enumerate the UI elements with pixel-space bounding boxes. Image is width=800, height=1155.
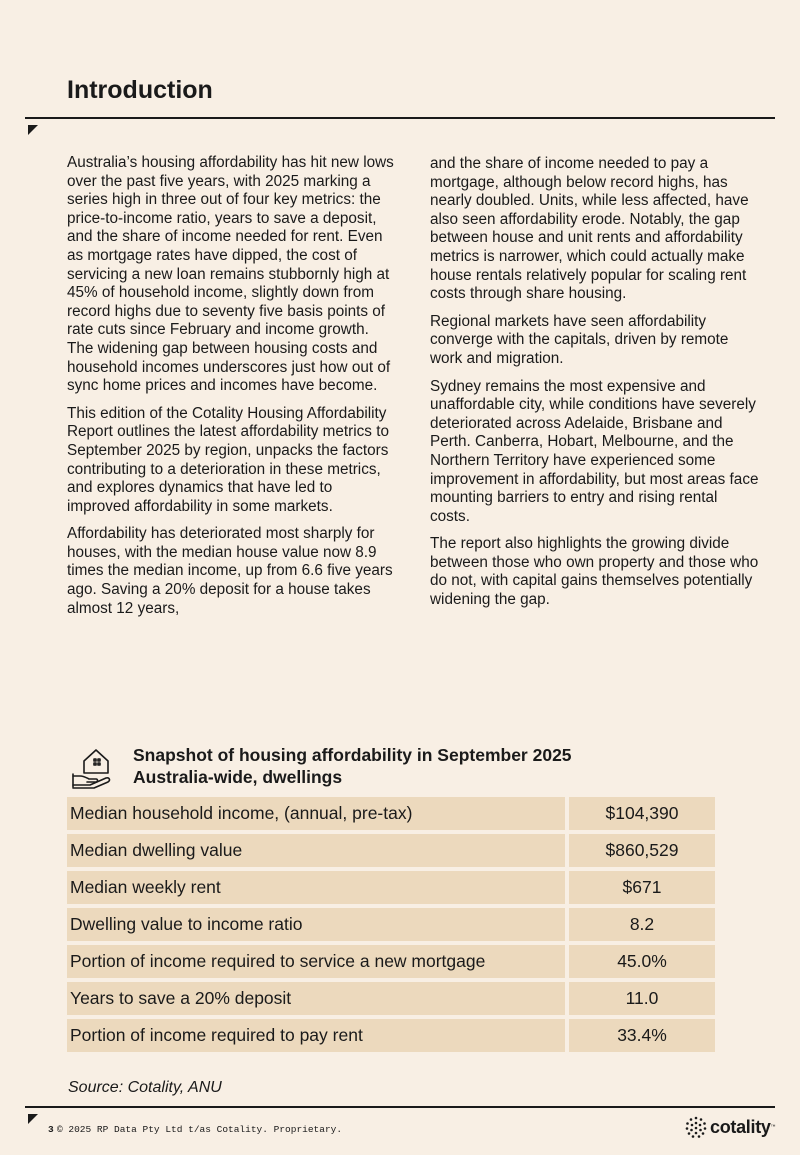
paragraph: and the share of income needed to pay a mortgage, although below record highs, has nearly doubled. Units, while less affected, have also seen affordability erode. Notably, the gap between house and unit rents and affordability metrics is narrower, which could actually make house rentals relatively popular for scaling rent costs through share housing. (430, 155, 749, 303)
metric-label: Median household income, (annual, pre-tax) (67, 797, 565, 830)
table-row (67, 982, 715, 1015)
metric-value: $860,529 (569, 834, 715, 867)
table-row (67, 797, 715, 830)
source-note: Source: Cotality, ANU (68, 1079, 222, 1096)
logo-trademark: ™ (770, 1124, 776, 1130)
body-column-left (67, 154, 397, 627)
dotted-globe-icon (684, 1115, 708, 1139)
metric-label: Portion of income required to service a new mortgage (67, 945, 565, 978)
snapshot-title-line1: Snapshot of housing affordability in September 2025 (133, 745, 572, 765)
paragraph: Regional markets have seen affordability converge with the capitals, driven by remote work and migration. (430, 312, 729, 367)
table-row (67, 908, 715, 941)
metric-label: Median weekly rent (67, 871, 565, 904)
paragraph: Sydney remains the most expensive and unaffordable city, while conditions have severely deteriorated across Adelaide, Brisbane and Perth. Canberra, Hobart, Melbourne, and the Northern Territory have experienced some improvement in affordability, but most areas face mounting barriers to entry and rising rental costs. (430, 377, 759, 525)
metric-value: 45.0% (569, 945, 715, 978)
footer-triangle-marker (28, 1114, 38, 1124)
body-column-right (430, 155, 760, 619)
paragraph: This edition of the Cotality Housing Affordability Report outlines the latest affordability metrics to September 2025 by region, unpacks the factors contributing to a deterioration in these metrics, and explores dynamics that have led to improved affordability in some markets. (67, 404, 389, 515)
paragraph: Affordability has deteriorated most sharply for houses, with the median house value now 8.9 times the median income, up from 6.6 five years ago. Saving a 20% deposit for a house takes almost 12 years, (67, 525, 393, 617)
snapshot-title-line2: Australia-wide, dwellings (133, 767, 343, 787)
footer-copyright: © 2025 RP Data Pty Ltd t/as Cotality. Proprietary. (57, 1124, 343, 1135)
logo-wordmark: cotality (710, 1116, 771, 1137)
footer-divider (25, 1106, 775, 1108)
metric-value: 11.0 (569, 982, 715, 1015)
paragraph: Australia’s housing affordability has hit new lows over the past five years, with 2025 marking a series high in three out of four key metrics: the price-to-income ratio, years to save a deposit, and the share of income needed for rent. Even as mortgage rates have dipped, the cost of servicing a new loan remains stubbornly high at 45% of household income, slightly down from record highs due to seventy five basis points of rate cuts since February and income growth. The widening gap between housing costs and household incomes underscores just how out of sync home prices and incomes have become. (67, 154, 394, 395)
metric-value: $671 (569, 871, 715, 904)
metric-value: 8.2 (569, 908, 715, 941)
table-row (67, 871, 715, 904)
cotality-logo (684, 1115, 776, 1139)
metric-label: Dwelling value to income ratio (67, 908, 565, 941)
metric-value: 33.4% (569, 1019, 715, 1052)
paragraph: The report also highlights the growing divide between those who own property and those who do not, with capital gains themselves potentially widening the gap. (430, 535, 759, 609)
header-triangle-marker (28, 125, 38, 135)
page-number: 3 (48, 1124, 54, 1135)
metric-label: Portion of income required to pay rent (67, 1019, 565, 1052)
metric-value: $104,390 (569, 797, 715, 830)
table-row (67, 945, 715, 978)
snapshot-table (63, 793, 719, 1056)
header-divider (25, 117, 775, 119)
metric-label: Years to save a 20% deposit (67, 982, 565, 1015)
table-row (67, 834, 715, 867)
page-title: Introduction (67, 76, 213, 104)
snapshot-title (133, 744, 572, 788)
house-in-hand-icon (70, 743, 116, 789)
metric-label: Median dwelling value (67, 834, 565, 867)
table-row (67, 1019, 715, 1052)
